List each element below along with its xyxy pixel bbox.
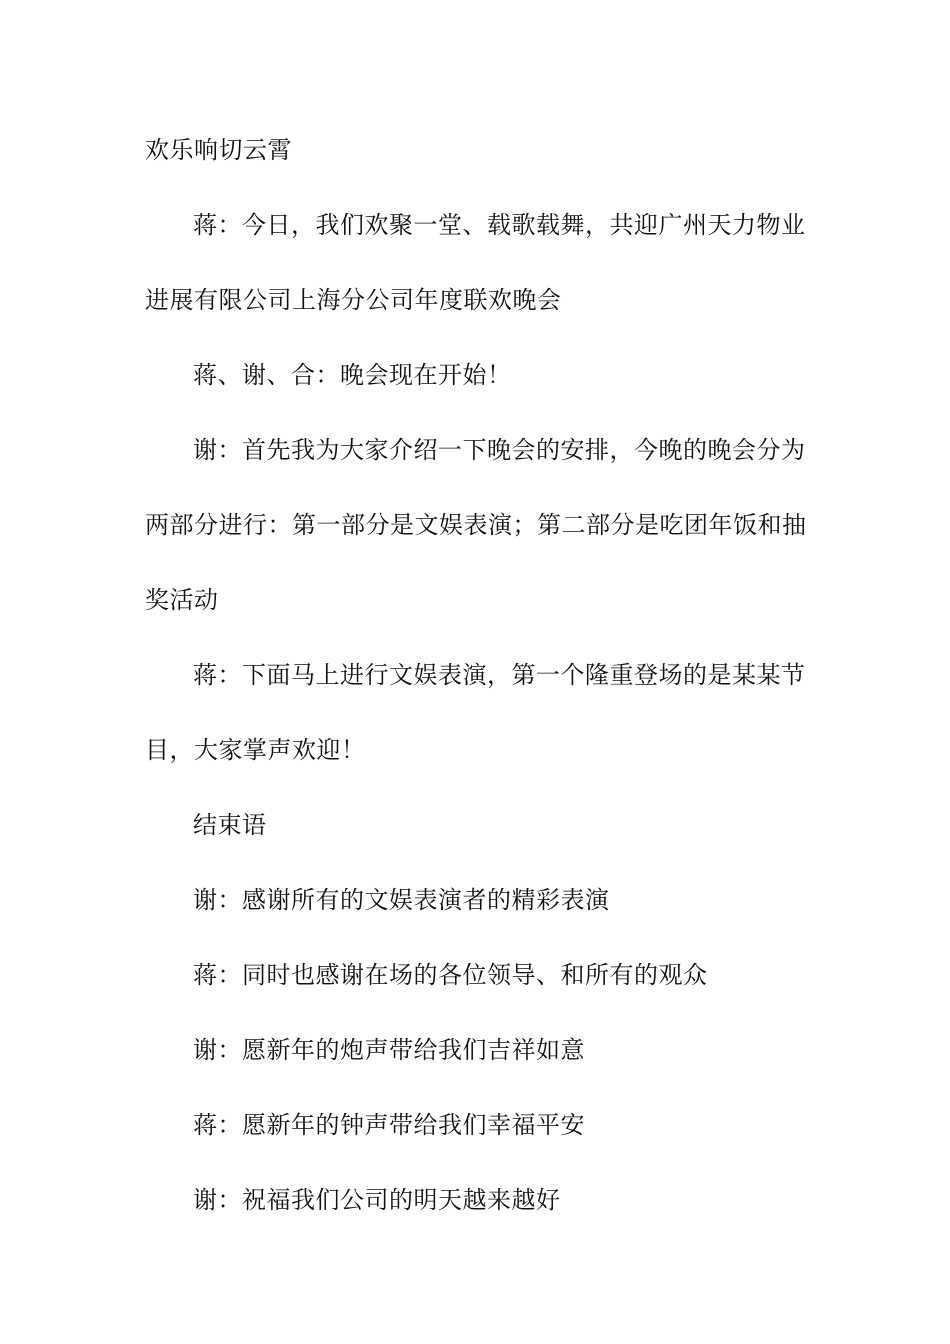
text-line: 两部分进行：第一部分是文娱表演；第二部分是吃团年饭和抽 bbox=[145, 511, 807, 539]
text-line: 谢：愿新年的炮声带给我们吉祥如意 bbox=[193, 1036, 585, 1064]
text-line: 蒋、谢、合：晚会现在开始！ bbox=[193, 361, 512, 389]
text-line: 蒋：今日，我们欢聚一堂、载歌载舞，共迎广州天力物业 bbox=[193, 211, 806, 239]
text-line: 奖活动 bbox=[145, 586, 219, 614]
text-line: 蒋：愿新年的钟声带给我们幸福平安 bbox=[193, 1111, 585, 1139]
text-line: 欢乐响切云霄 bbox=[145, 136, 292, 164]
text-line: 谢：感谢所有的文娱表演者的精彩表演 bbox=[193, 886, 610, 914]
text-line: 谢：首先我为大家介绍一下晚会的安排，今晚的晚会分为 bbox=[193, 436, 806, 464]
text-line: 进展有限公司上海分公司年度联欢晚会 bbox=[145, 286, 562, 314]
document-body bbox=[145, 113, 810, 1238]
text-line: 蒋：下面马上进行文娱表演，第一个隆重登场的是某某节 bbox=[193, 661, 806, 689]
text-line: 谢：祝福我们公司的明天越来越好 bbox=[193, 1186, 561, 1214]
section-heading: 结束语 bbox=[193, 811, 267, 839]
text-line: 目，大家掌声欢迎！ bbox=[145, 736, 366, 764]
text-line: 蒋：同时也感谢在场的各位领导、和所有的观众 bbox=[193, 961, 708, 989]
